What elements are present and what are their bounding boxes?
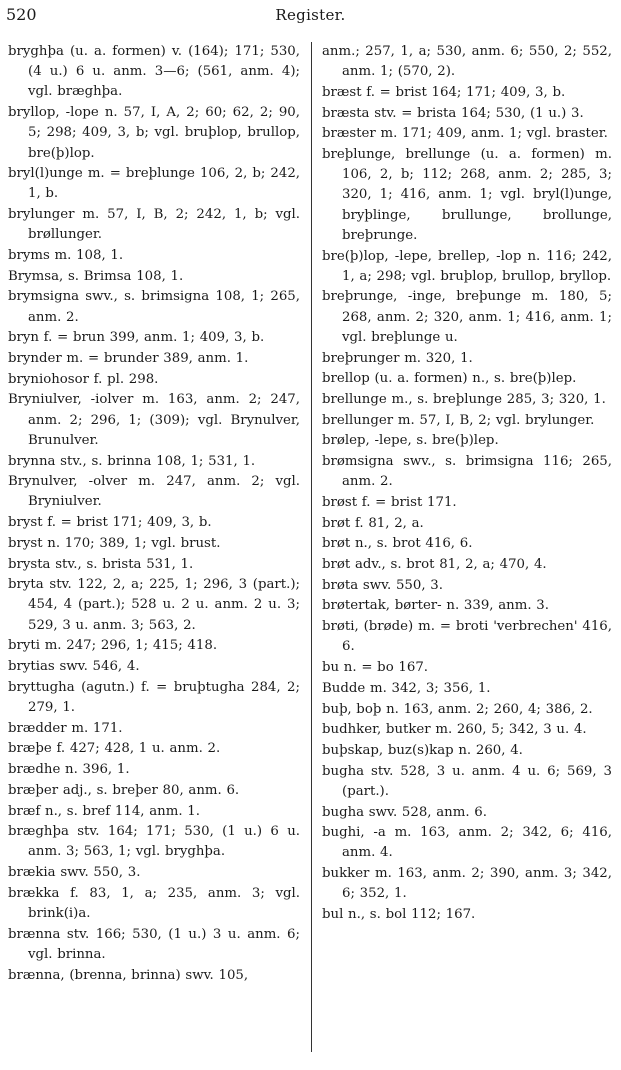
register-entry: brækia swv. 550, 3. bbox=[8, 865, 141, 881]
register-entry: brædder m. 171. bbox=[8, 720, 123, 736]
register-entry: bræghþa stv. 164; 171; 530, (1 u.) 6 u. anm. 3; 563, 1; vgl. bryghþa. bbox=[8, 824, 300, 860]
register-entry: brømsigna swv., s. brimsigna 116; 265, anm. 2. bbox=[322, 454, 612, 490]
register-entry: bryllop, -lope n. 57, I, A, 2; 60; 62, 2; 90, 5; 298; 409, 3, b; vgl. bruþlop, brullop, bre(þ)lop. bbox=[8, 105, 300, 161]
page-header bbox=[0, 0, 621, 32]
register-entry: brellunger m. 57, I, B, 2; vgl. brylunger. bbox=[322, 412, 595, 428]
register-entry: bughi, -a m. 163, anm. 2; 342, 6; 416, anm. 4. bbox=[322, 825, 612, 861]
right-column bbox=[322, 42, 612, 1070]
register-entry: brøst f. = brist 171. bbox=[322, 494, 457, 510]
left-column bbox=[8, 42, 300, 1070]
register-entry: bryttugha (agutn.) f. = bruþtugha 284, 2; 279, 1. bbox=[8, 679, 300, 715]
register-entry: bryl(l)unge m. = breþlunge 106, 2, b; 242, 1, b. bbox=[8, 166, 300, 202]
register-entry: Bryniulver, -iolver m. 163, anm. 2; 247, anm. 2; 296, 1; (309); vgl. Brynulver, Brunulver. bbox=[8, 392, 300, 448]
register-entry: brylunger m. 57, I, B, 2; 242, 1, b; vgl. brøllunger. bbox=[8, 207, 300, 243]
register-entry: bræf n., s. bref 114, anm. 1. bbox=[8, 803, 200, 819]
register-entry: brænna, (brenna, brinna) swv. 105, bbox=[8, 967, 249, 983]
register-entry: brænna stv. 166; 530, (1 u.) 3 u. anm. 6; vgl. brinna. bbox=[8, 926, 300, 962]
register-entry: brøtertak, børter- n. 339, anm. 3. bbox=[322, 598, 549, 614]
register-entry: bræþer adj., s. breþer 80, anm. 6. bbox=[8, 782, 240, 798]
register-entry: bryniohosor f. pl. 298. bbox=[8, 371, 159, 387]
register-entry: brøta swv. 550, 3. bbox=[322, 577, 443, 593]
column-divider bbox=[311, 42, 312, 1052]
register-entry: bryst n. 170; 389, 1; vgl. brust. bbox=[8, 535, 221, 551]
register-entry: breþrunger m. 320, 1. bbox=[322, 350, 473, 366]
register-entry: bukker m. 163, anm. 2; 390, anm. 3; 342, 6; 352, 1. bbox=[322, 866, 612, 902]
register-entry: brølep, -lepe, s. bre(þ)lep. bbox=[322, 433, 499, 449]
register-entry: bryst f. = brist 171; 409, 3, b. bbox=[8, 515, 212, 531]
register-entry: anm.; 257, 1, a; 530, anm. 6; 550, 2; 552, anm. 1; (570, 2). bbox=[322, 44, 612, 80]
register-entry: brækka f. 83, 1, a; 235, anm. 3; vgl. brink(i)a. bbox=[8, 885, 300, 922]
register-entry: bu n. = bo 167. bbox=[322, 660, 429, 676]
register-entry: buþ, boþ n. 163, anm. 2; 260, 4; 386, 2. bbox=[322, 701, 593, 717]
register-entry: brytias swv. 546, 4. bbox=[8, 659, 140, 675]
register-entry: brysta stv., s. brista 531, 1. bbox=[8, 556, 194, 572]
register-entry: breþlunge, brellunge (u. a. formen) m. 106, 2, b; 112; 268, anm. 2; 285, 3; 320, 1; 416, anm. 1; vgl. bryl(l)unge, bryþlinge, brullunge, brollunge, breþrunge. bbox=[322, 147, 612, 243]
register-entry: bugha stv. 528, 3 u. anm. 4 u. 6; 569, 3 (part.). bbox=[322, 763, 612, 799]
register-entry: brynna stv., s. brinna 108, 1; 531, 1. bbox=[8, 453, 256, 469]
register-entry: brøt n., s. brot 416, 6. bbox=[322, 536, 473, 552]
register-entry: Brynulver, -olver m. 247, anm. 2; vgl. Bryniulver. bbox=[8, 474, 300, 510]
register-entry: Brymsa, s. Brimsa 108, 1. bbox=[8, 268, 184, 284]
running-title: Register. bbox=[275, 6, 346, 24]
register-entry: brøti, (brøde) m. = broti 'verbrechen' 416, 6. bbox=[322, 619, 612, 655]
register-entry: bræþe f. 427; 428, 1 u. anm. 2. bbox=[8, 741, 221, 757]
register-entry: budhker, butker m. 260, 5; 342, 3 u. 4. bbox=[322, 722, 587, 738]
register-entry: brøt adv., s. brot 81, 2, a; 470, 4. bbox=[322, 557, 547, 573]
register-entry: bræsta stv. = brista 164; 530, (1 u.) 3. bbox=[322, 105, 584, 121]
register-entry: brellunge m., s. breþlunge 285, 3; 320, 1. bbox=[322, 391, 606, 407]
register-entry: bugha swv. 528, anm. 6. bbox=[322, 804, 487, 820]
register-entry: brymsigna swv., s. brimsigna 108, 1; 265, anm. 2. bbox=[8, 289, 300, 325]
register-entry: bræst f. = brist 164; 171; 409, 3, b. bbox=[322, 84, 566, 100]
register-entry: brellop (u. a. formen) n., s. bre(þ)lep. bbox=[322, 371, 577, 387]
register-entry: brynder m. = brunder 389, anm. 1. bbox=[8, 351, 249, 367]
register-entry: brædhe n. 396, 1. bbox=[8, 762, 130, 778]
register-entry: breþrunge, -inge, breþunge m. 180, 5; 268, anm. 2; 320, anm. 1; 416, anm. 1; vgl. breþlunge u. bbox=[322, 289, 612, 345]
register-entry: bryti m. 247; 296, 1; 415; 418. bbox=[8, 638, 218, 654]
register-entry: bræster m. 171; 409, anm. 1; vgl. braster. bbox=[322, 126, 608, 142]
register-entry: bryghþa (u. a. formen) v. (164); 171; 530, (4 u.) 6 u. anm. 3—6; (561, anm. 4); vgl. bræghþa. bbox=[8, 44, 300, 100]
register-entry: bryn f. = brun 399, anm. 1; 409, 3, b. bbox=[8, 330, 265, 346]
register-entry: bul n., s. bol 112; 167. bbox=[322, 907, 476, 923]
register-entry: buþskap, buz(s)kap n. 260, 4. bbox=[322, 742, 523, 758]
register-entry: bre(þ)lop, -lepe, brellep, -lop n. 116; 242, 1, a; 298; vgl. bruþlop, brullop, bryllop. bbox=[322, 248, 612, 284]
page-number: 520 bbox=[6, 5, 37, 24]
register-entry: bryta stv. 122, 2, a; 225, 1; 296, 3 (part.); 454, 4 (part.); 528 u. 2 u. anm. 2 u. 3; 529, 3 u. anm. 3; 563, 2. bbox=[8, 577, 300, 633]
register-entry: bryms m. 108, 1. bbox=[8, 248, 124, 264]
register-entry: Budde m. 342, 3; 356, 1. bbox=[322, 680, 491, 696]
register-entry: brøt f. 81, 2, a. bbox=[322, 515, 424, 531]
